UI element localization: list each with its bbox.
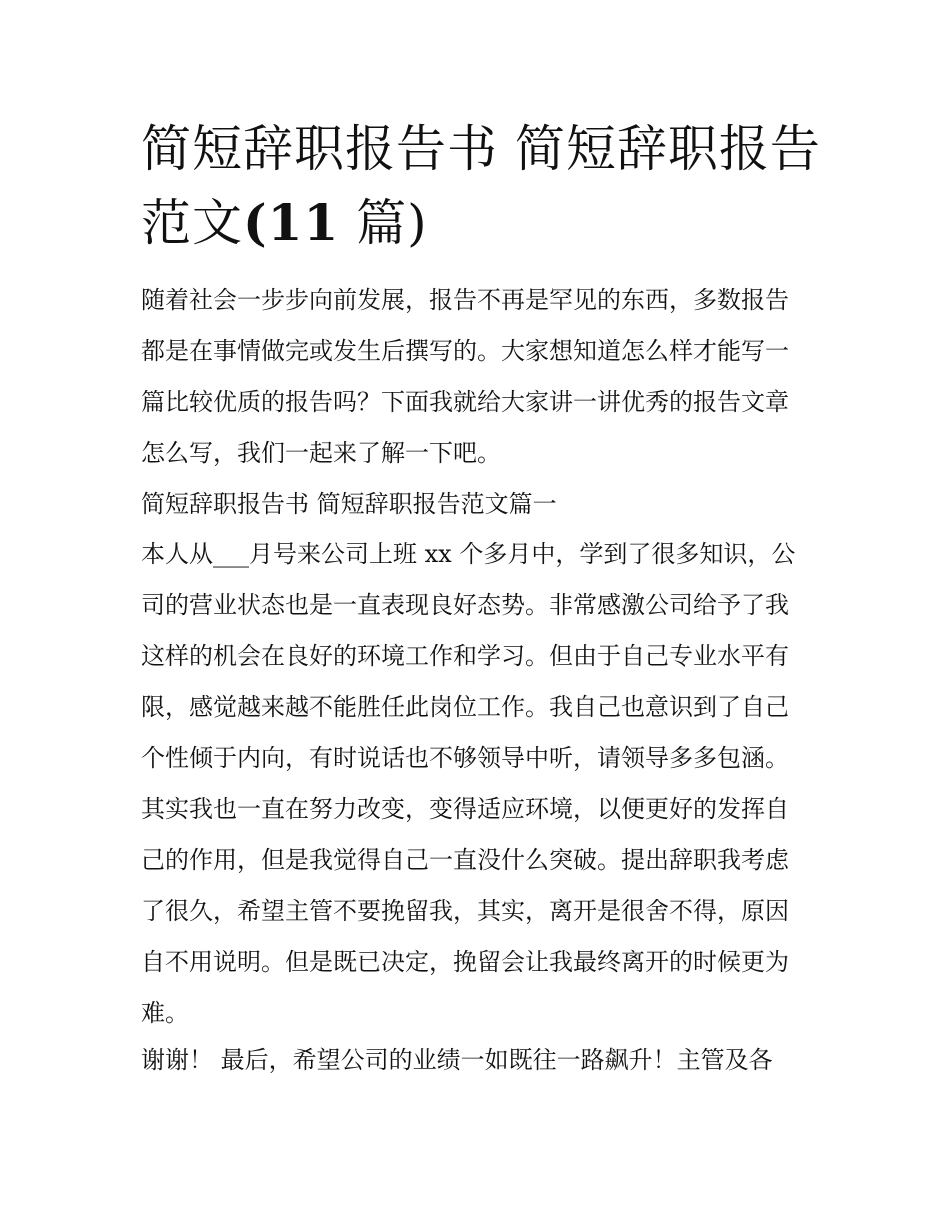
- section-heading-text: 简短辞职报告书 简短辞职报告范文篇一: [141, 490, 557, 518]
- body-line: 这样的机会在良好的环境工作和学习。但由于自己专业水平有: [141, 642, 789, 670]
- body-line: 限，感觉越来越不能胜任此岗位工作。我自己也意识到了自己: [141, 693, 789, 721]
- intro-paragraph: [141, 275, 813, 479]
- body-line: 本人从___月号来公司上班 xx 个多月中，学到了很多知识，公: [141, 540, 796, 568]
- intro-line: 篇比较优质的报告吗？下面我就给大家讲一讲优秀的报告文章: [141, 388, 789, 416]
- body-line: 自不用说明。但是既已决定，挽留会让我最终离开的时候更为: [141, 948, 789, 976]
- body-line: 其实我也一直在努力改变，变得适应环境，以便更好的发挥自: [141, 795, 789, 823]
- title-line-2: [141, 186, 821, 260]
- closing-paragraph: [141, 1035, 813, 1086]
- document-title: [141, 112, 821, 260]
- body-paragraph: [141, 529, 813, 1039]
- intro-line: 随着社会一步步向前发展，报告不再是罕见的东西，多数报告: [141, 286, 789, 314]
- title-line-2-prefix: 范文: [141, 194, 243, 252]
- section-heading: [141, 479, 813, 530]
- body-line: 己的作用，但是我觉得自己一直没什么突破。提出辞职我考虑: [141, 846, 789, 874]
- body-line: 难。: [141, 999, 189, 1027]
- intro-line: 怎么写，我们一起来了解一下吧。: [141, 439, 501, 467]
- closing-line: 谢谢！ 最后，希望公司的业绩一如既往一路飙升！主管及各: [141, 1046, 773, 1074]
- body-line: 了很久，希望主管不要挽留我，其实，离开是很舍不得，原因: [141, 897, 789, 925]
- title-line-1: 简短辞职报告书 简短辞职报告: [141, 120, 821, 178]
- title-line-2-suffix: 篇): [339, 194, 428, 252]
- intro-line: 都是在事情做完或发生后撰写的。大家想知道怎么样才能写一: [141, 337, 789, 365]
- title-line-2-count: (11: [243, 193, 340, 252]
- body-line: 个性倾于内向，有时说话也不够领导中听，请领导多多包涵。: [141, 744, 789, 772]
- body-line: 司的营业状态也是一直表现良好态势。非常感激公司给予了我: [141, 591, 789, 619]
